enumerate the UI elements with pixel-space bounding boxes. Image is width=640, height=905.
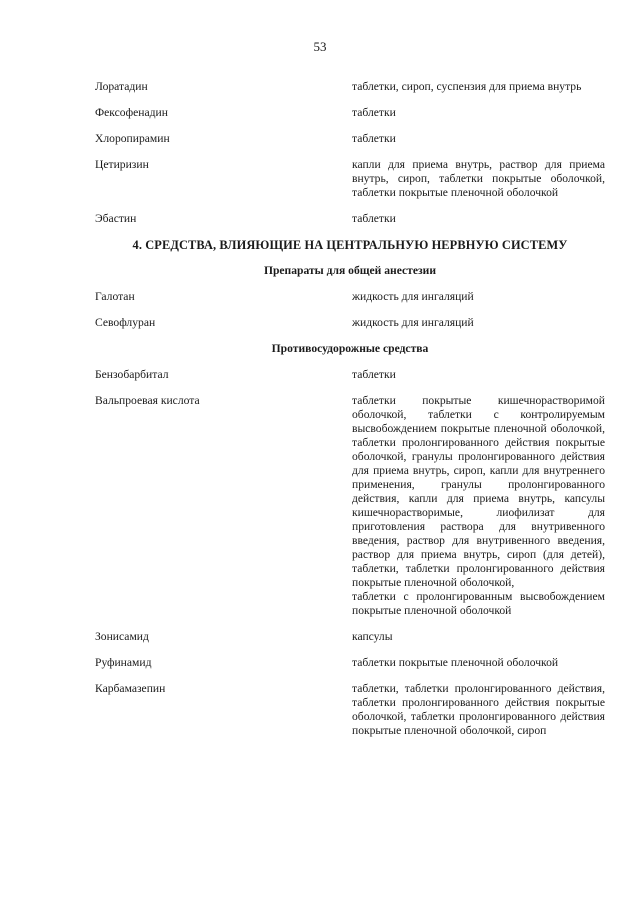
drug-name: Севофлуран: [95, 316, 156, 329]
table-row: [95, 80, 605, 94]
table-row: [95, 682, 605, 738]
dosage-form: таблетки: [352, 106, 396, 119]
drug-name: Фексофенадин: [95, 106, 168, 119]
subsection-title: Препараты для общей анестезии: [263, 264, 437, 277]
dosage-form-extra: таблетки с пролонгированным высвобождением покрытые пленочной оболочкой: [352, 590, 605, 617]
dosage-form: таблетки: [352, 368, 396, 381]
subsection-title: Противосудорожные средства: [271, 342, 429, 355]
drug-name: Лоратадин: [95, 80, 148, 93]
dosage-form: таблетки: [352, 132, 396, 145]
drug-name: Эбастин: [95, 212, 137, 225]
drug-name: Цетиризин: [95, 158, 149, 171]
dosage-form: таблетки покрытые пленочной оболочкой: [352, 656, 559, 669]
table-row: [95, 368, 605, 382]
table-row: [95, 656, 605, 670]
drug-name: Галотан: [95, 290, 135, 303]
dosage-form: таблетки покрытые кишечнорастворимой оболочкой, таблетки с контролируемым высвобождением покрытые пленочной оболочкой, таблетки пролонгированного действия покрытые оболочкой, гранулы пролонгированного действия для приема внутрь, сироп, капли для внутреннего применения, гранулы пролонгированного действия, капли для приема внутрь, капсулы кишечнорастворимые, лиофилизат для приготовления раствора для внутривенного введения, раствор для внутривенного введения, раствор для приема внутрь, сироп (для детей), таблетки, таблетки пролонгированного действия покрытые пленочной оболочкой,: [352, 394, 605, 589]
dosage-form: таблетки: [352, 212, 396, 225]
dosage-form: жидкость для ингаляций: [352, 290, 474, 303]
table-row: [95, 630, 605, 644]
page-number: 53: [313, 39, 327, 54]
table-row: [95, 132, 605, 146]
table-row: [95, 394, 605, 618]
table-row: [95, 316, 605, 330]
drug-name: Зонисамид: [95, 630, 149, 643]
dosage-form-group: [352, 394, 605, 618]
table-row: [95, 290, 605, 304]
drug-name: Вальпроевая кислота: [95, 394, 200, 407]
section-title: 4. СРЕДСТВА, ВЛИЯЮЩИЕ НА ЦЕНТРАЛЬНУЮ НЕРВНУЮ СИСТЕМУ: [132, 238, 568, 252]
document-body: [95, 80, 605, 750]
drug-name: Карбамазепин: [95, 682, 166, 695]
dosage-form: капсулы: [352, 630, 393, 643]
drug-name: Хлоропирамин: [95, 132, 170, 145]
dosage-form: капли для приема внутрь, раствор для приема внутрь, сироп, таблетки покрытые оболочкой, таблетки покрытые пленочной оболочкой: [352, 158, 605, 199]
drug-name: Руфинамид: [95, 656, 152, 669]
dosage-form: таблетки, сироп, суспензия для приема внутрь: [352, 80, 582, 93]
table-row: [95, 158, 605, 200]
dosage-form: таблетки, таблетки пролонгированного действия, таблетки пролонгированного действия покрытые оболочкой, таблетки пролонгированного действия покрытые пленочной оболочкой, сироп: [352, 682, 605, 737]
dosage-form: жидкость для ингаляций: [352, 316, 474, 329]
table-row: [95, 106, 605, 120]
drug-name: Бензобарбитал: [95, 368, 169, 381]
table-row: [95, 212, 605, 226]
